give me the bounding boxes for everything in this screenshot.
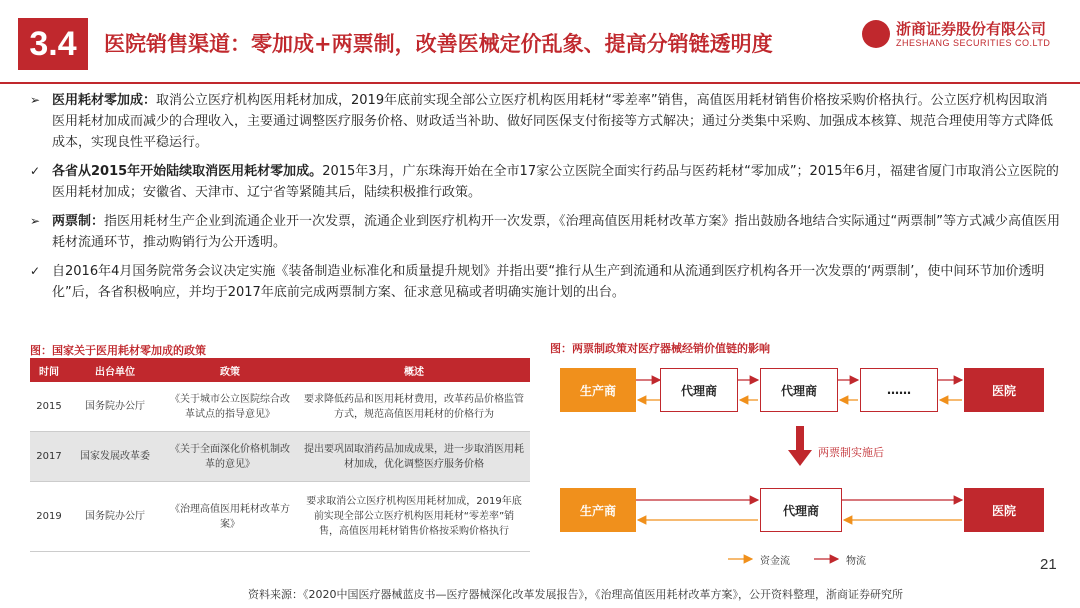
table-cell: 提出要巩固取消药品加成成果，进一步取消医用耗材加成，优化调整医疗服务价格 — [304, 443, 524, 470]
flow-box-more: …… — [860, 368, 938, 412]
logo-cn-text: 浙商证券股份有限公司 — [896, 20, 1047, 38]
bullet-text: 取消公立医疗机构医用耗材加成，2019年底前实现全部公立医疗机构医用耗材“零差率”销售，高值医用耗材销售价格按采购价格执行。公立医疗机构因取消医用耗材加成而减少的合理收入，主要通过调整医疗服务价格、财政适当补助、做好同医保支付衔接等方式解决；通过分类集中采购、加强成本核算、规范合理使用等方式降低成本，实现良性平稳运行。 — [52, 93, 1054, 150]
legend-goods-label: 物流 — [846, 556, 866, 567]
flow-box-agent: 代理商 — [660, 368, 738, 412]
table-cell: 2019 — [36, 511, 62, 522]
flow-box-manufacturer: 生产商 — [560, 368, 636, 412]
table-cell: 2015 — [36, 401, 62, 412]
table-cell: 要求取消公立医疗机构医用耗材加成，2019年底前实现全部公立医疗机构医用耗材“零差率”销售，高值医用耗材销售价格按采购价格执行 — [306, 496, 522, 537]
check-bullet-icon: ✓ — [30, 264, 41, 278]
table-cell: 国家发展改革委 — [80, 451, 150, 462]
table-header-cell: 时间 — [39, 366, 59, 378]
table-cell: 《关于全面深化价格机制改革的意见》 — [170, 443, 290, 470]
flow-box-agent: 代理商 — [760, 368, 838, 412]
table-cell: 要求降低药品和医用耗材费用，改革药品价格监管方式，规范高值医用耗材的价格行为 — [304, 393, 524, 420]
page-number: 21 — [1040, 556, 1057, 573]
table-cell: 2017 — [36, 451, 62, 462]
flow-box-agent: 代理商 — [760, 488, 842, 532]
section-number: 3.4 — [18, 18, 88, 70]
page-title: 医院销售渠道：零加成+两票制，改善医械定价乱象、提高分销链透明度 — [104, 32, 773, 56]
flow-box-manufacturer: 生产商 — [560, 488, 636, 532]
flow-box-hospital: 医院 — [964, 368, 1044, 412]
table-cell: 国务院办公厅 — [85, 511, 145, 522]
arrow-bullet-icon: ➢ — [30, 214, 41, 228]
flow-title: 图：两票制政策对医疗器械经销价值链的影响 — [550, 342, 770, 355]
bullet-heading: 各省从2015年开始陆续取消医用耗材零加成。 — [52, 164, 323, 179]
table-header-cell: 出台单位 — [95, 366, 135, 378]
arrow-bullet-icon: ➢ — [30, 93, 41, 107]
bullet-heading: 医用耗材零加成： — [52, 93, 157, 108]
flow-box-hospital: 医院 — [964, 488, 1044, 532]
table-cell: 国务院办公厅 — [85, 401, 145, 412]
table-cell: 《治理高值医用耗材改革方案》 — [170, 503, 290, 530]
logo-en-text: ZHESHANG SECURITIES CO.LTD — [896, 38, 1051, 48]
after-policy-label: 两票制实施后 — [818, 446, 884, 459]
table-header-cell: 概述 — [404, 366, 424, 378]
legend-money-label: 资金流 — [760, 556, 790, 567]
bullet-text: 指医用耗材生产企业到流通企业开一次发票，流通企业到医疗机构开一次发票，《治理高值医用耗材改革方案》指出鼓励各地结合实际通过“两票制”等方式减少高值医用耗材流通环节，推动购销行为公开透明。 — [52, 214, 1060, 250]
bullet-text: 2015年3月，广东珠海开始在全市17家公立医院全面实行药品与医药耗材“零加成”；2015年6月，福建省厦门市取消公立医院的医用耗材加成；安徽省、天津市、辽宁省等紧随其后，陆续积极推行政策。 — [52, 164, 1059, 200]
bullet-text: 自2016年4月国务院常务会议决定实施《装备制造业标准化和质量提升规划》并指出要“推行从生产到流通和从流通到医疗机构各开一次发票的‘两票制’，使中间环节加价透明化”后，各省积极响应，并均于2017年底前完成两票制方案、征求意见稿或者明确实施计划的出台。 — [52, 264, 1045, 300]
table-cell: 《关于城市公立医院综合改革试点的指导意见》 — [170, 393, 290, 420]
source-note: 资料来源：《2020中国医疗器械蓝皮书—医疗器械深化改革发展报告》，《治理高值医用耗材改革方案》，公开资料整理，浙商证券研究所 — [248, 588, 903, 601]
check-bullet-icon: ✓ — [30, 164, 41, 178]
bullet-heading: 两票制： — [52, 214, 105, 229]
table-title: 图：国家关于医用耗材零加成的政策 — [30, 344, 206, 357]
table-header-cell: 政策 — [220, 366, 240, 378]
down-arrow-icon — [796, 426, 804, 450]
